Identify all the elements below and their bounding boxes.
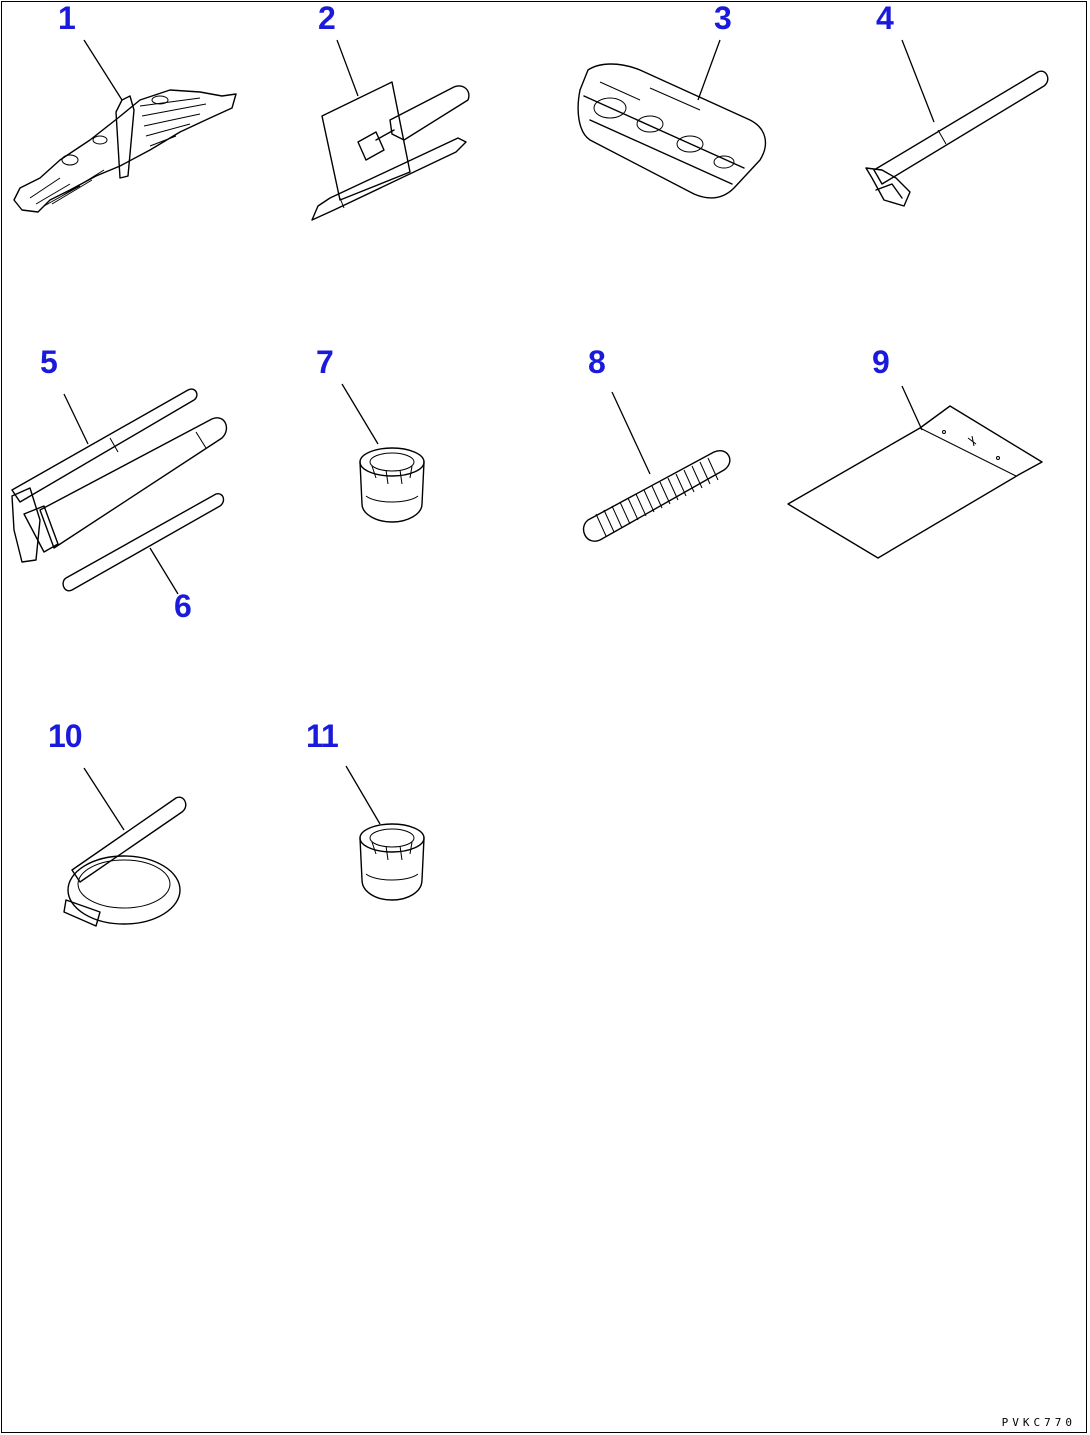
callout-2: 2 xyxy=(318,0,335,36)
part-6-nozzle-tube xyxy=(63,494,223,594)
part-5-grease-gun xyxy=(12,389,226,562)
part-3-socket-case xyxy=(578,40,765,198)
drawing-code: PVKC770 xyxy=(1001,1416,1076,1429)
part-8-spring xyxy=(584,392,730,541)
callout-5: 5 xyxy=(40,344,57,380)
callout-8: 8 xyxy=(588,344,605,380)
part-9-sheet xyxy=(788,386,1042,558)
callout-4: 4 xyxy=(876,0,893,36)
part-2-screwdriver xyxy=(312,40,469,220)
part-10-filter-wrench xyxy=(64,768,186,926)
callout-3: 3 xyxy=(714,0,731,36)
callout-11: 11 xyxy=(306,718,338,754)
callout-7: 7 xyxy=(316,344,333,380)
callout-1: 1 xyxy=(58,0,75,36)
part-4-box-wrench xyxy=(866,40,1048,206)
part-1-wrench-set xyxy=(14,40,236,212)
part-7-socket xyxy=(342,384,424,522)
callout-9: 9 xyxy=(872,344,889,380)
part-11-socket xyxy=(346,766,424,900)
callout-6: 6 xyxy=(174,588,191,624)
callout-10: 10 xyxy=(48,718,82,754)
